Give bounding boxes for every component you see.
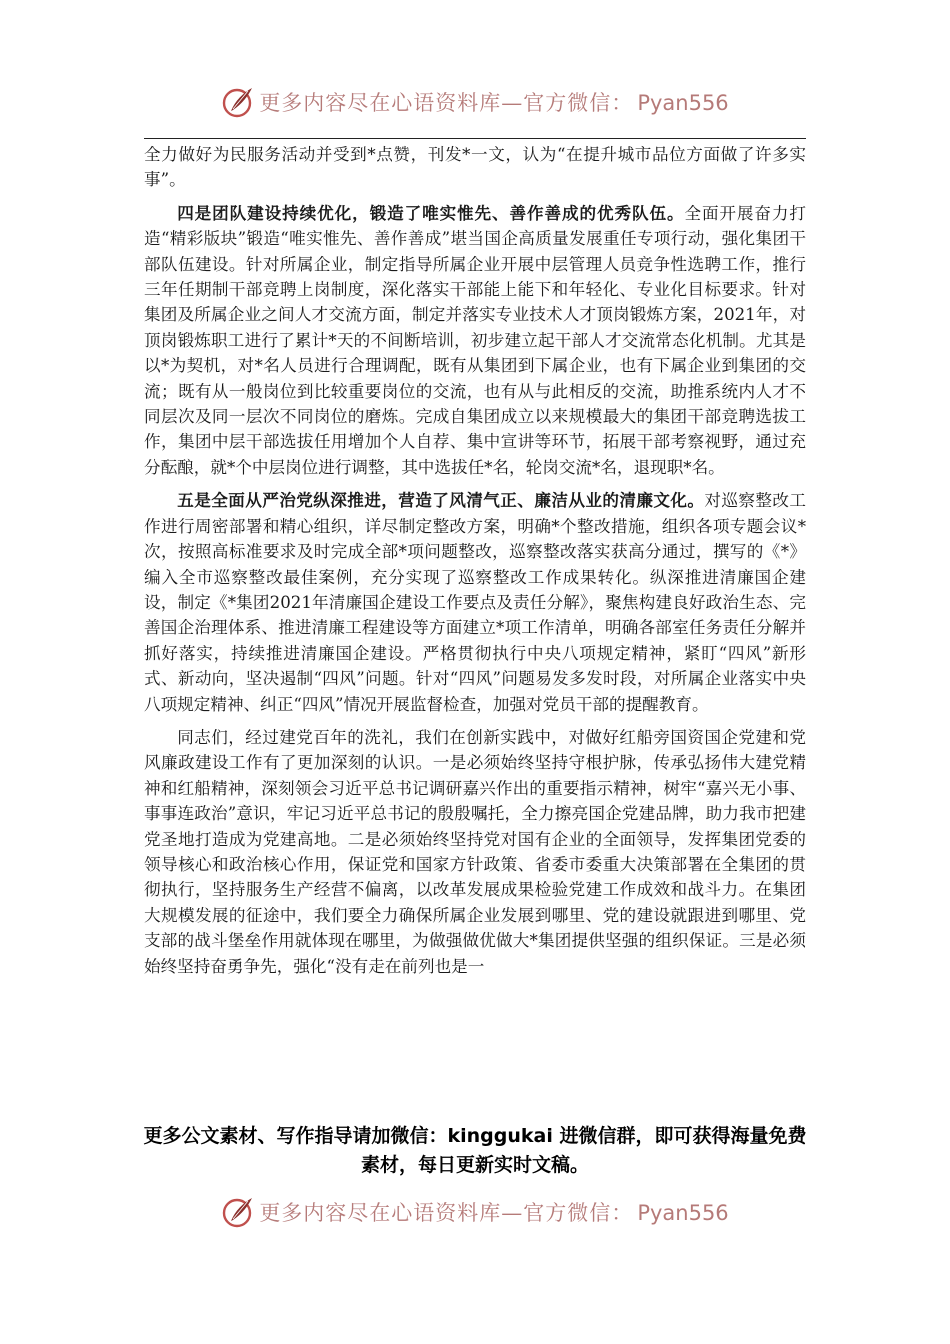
feather-seal-icon (221, 1195, 255, 1229)
paragraph-2 (144, 201, 806, 480)
paragraph-2-text: 全面开展奋力打造“精彩版块”锻造“唯实惟先、善作善成”堪当国企高质量发展重任专项行动，强化集团干部队伍建设。针对所属企业，制定指导所属企业开展中层管理人员竞争性选聘工作，推行三年任期制干部竞聘上岗制度，深化落实干部能上能下和年轻化、专业化目标要求。针对集团及所属企业之间人才交流方面，制定并落实专业技术人才顶岗锻炼方案，2021年，对顶岗锻炼职工进行了累计*天的不间断培训，初步建立起干部人才交流常态化机制。尤其是以*为契机，对*名人员进行合理调配，既有从集团到下属企业，也有下属企业到集团的交流；既有从一般岗位到比较重要岗位的交流，也有从与此相反的交流，助推系统内人才不同层次及同一层次不同岗位的磨炼。完成自集团成立以来规模最大的集团干部竞聘选拔工作，集团中层干部选拔任用增加个人自荐、集中宣讲等环节，拓展干部考察视野，通过充分酝酿，就*个中层岗位进行调整，其中选拔任*名，轮岗交流*名，退现职*名。 (144, 203, 806, 477)
paragraph-3-text: 对巡察整改工作进行周密部署和精心组织，详尽制定整改方案，明确*个整改措施，组织各项专题会议*次，按照高标准要求及时完成全部*项问题整改，巡察整改落实获高分通过，撰写的《*》编入全市巡察整改最佳案例，充分实现了巡察整改工作成果转化。纵深推进清廉国企建设，制定《*集团2021年清廉国企建设工作要点及责任分解》，聚焦构建良好政治生态、完善国企治理体系、推进清廉工程建设等方面建立*项工作清单，明确各部室任务责任分解并抓好落实，持续推进清廉国企建设。严格贯彻执行中央八项规定精神，紧盯“四风”新形式、新动向，坚决遏制“四风”问题。针对“四风”问题易发多发时段，对所属企业落实中央八项规定精神、纠正“四风”情况开展监督检查，加强对党员干部的提醒教育。 (144, 491, 806, 714)
paragraph-1: 全力做好为民服务活动并受到*点赞，刊发*一文，认为“在提升城市品位方面做了许多实事”。 (144, 145, 806, 190)
document-body (144, 142, 806, 987)
header-banner-text: 更多内容尽在心语资料库—官方微信： Pyan556 (259, 91, 729, 115)
footer-banner (0, 1192, 950, 1232)
header-banner (0, 82, 950, 122)
paragraph-3-heading: 五是全面从严治党纵深推进，营造了风清气正、廉洁从业的清廉文化。 (177, 490, 705, 511)
paragraph-3 (144, 488, 806, 717)
header-wechat-id: Pyan556 (637, 91, 729, 115)
footer-promo-note: 更多公文素材、写作指导请加微信：kinggukai 进微信群，即可获得海量免费素材，每日更新实时文稿。 (143, 1125, 807, 1176)
feather-seal-icon (221, 85, 255, 119)
header-divider (144, 138, 806, 139)
paragraph-4: 同志们，经过建党百年的洗礼，我们在创新实践中，对做好红船旁国资国企党建和党风廉政建设工作有了更加深刻的认识。一是必须始终坚持守根护脉，传承弘扬伟大建党精神和红船精神，深刻领会习近平总书记调研嘉兴作出的重要指示精神，树牢“嘉兴无小事、事事连政治”意识，牢记习近平总书记的殷殷嘱托，全力擦亮国企党建品牌，助力我市把建党圣地打造成为党建高地。二是必须始终坚持党对国有企业的全面领导，发挥集团党委的领导核心和政治核心作用，保证党和国家方针政策、省委市委重大决策部署在全集团的贯彻执行，坚持服务生产经营不偏离，以改革发展成果检验党建工作成效和战斗力。在集团大规模发展的征途中，我们要全力确保所属企业发展到哪里、党的建设就跟进到哪里、党支部的战斗堡垒作用就体现在哪里，为做强做优做大*集团提供坚强的组织保证。三是必须始终坚持奋勇争先，强化“没有走在前列也是一 (144, 727, 806, 976)
footer-banner-text: 更多内容尽在心语资料库—官方微信： Pyan556 (259, 1201, 729, 1225)
footer-wechat-id: Pyan556 (637, 1201, 729, 1225)
paragraph-2-heading: 四是团队建设持续优化，锻造了唯实惟先、善作善成的优秀队伍。 (177, 202, 685, 223)
